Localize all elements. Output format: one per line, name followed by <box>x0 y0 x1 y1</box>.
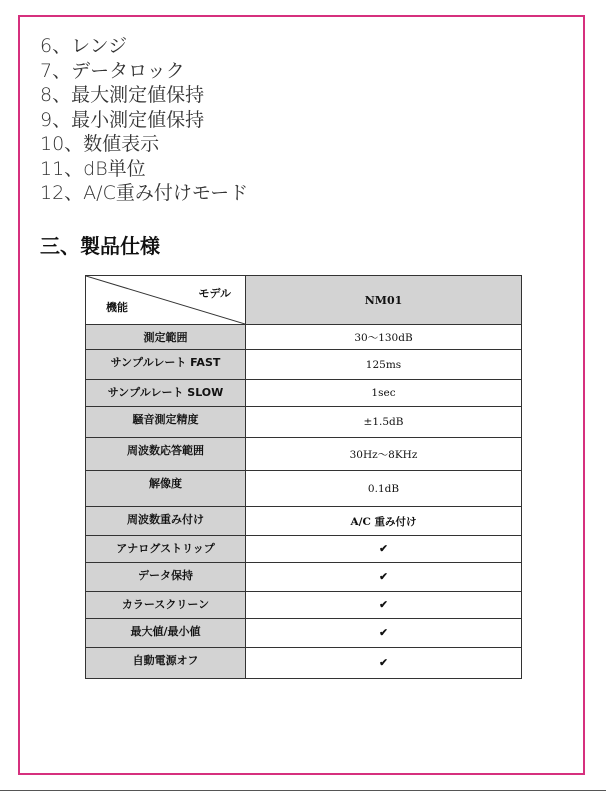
header-model-label: モデル <box>198 287 231 300</box>
table-row <box>86 648 522 679</box>
feature-item: 12、A/C重み付けモード <box>40 182 249 204</box>
table-row <box>86 350 522 380</box>
check-mark-icon: ✔ <box>246 648 522 679</box>
spec-label: カラースクリーン <box>86 592 246 619</box>
feature-item: 8、最大測定値保持 <box>40 84 205 106</box>
header-function-label: 機能 <box>106 301 128 314</box>
check-mark-icon: ✔ <box>246 592 522 619</box>
table-row <box>86 592 522 619</box>
spec-label: 騒音測定精度 <box>86 407 246 438</box>
feature-list <box>40 34 248 206</box>
table-header-row <box>86 276 522 325</box>
feature-item: 9、最小測定値保持 <box>40 108 205 131</box>
spec-label: 解像度 <box>86 471 246 507</box>
spec-value: ±1.5dB <box>246 407 522 438</box>
spec-value: 30～130dB <box>246 325 522 350</box>
table-row <box>86 407 522 438</box>
feature-item: 11、dB単位 <box>40 157 146 180</box>
check-mark-icon: ✔ <box>246 563 522 592</box>
feature-item: 6、レンジ <box>40 35 128 57</box>
model-name-cell: NM01 <box>246 276 522 325</box>
spec-value: 30Hz～8KHz <box>246 438 522 471</box>
spec-value: 125ms <box>246 350 522 380</box>
spec-table <box>85 275 522 679</box>
spec-label: 測定範囲 <box>86 325 246 350</box>
spec-label: 周波数重み付け <box>86 507 246 536</box>
feature-item: 10、数値表示 <box>40 133 160 155</box>
table-row <box>86 507 522 536</box>
spec-label: 周波数応答範囲 <box>86 438 246 471</box>
spec-label: アナログストリップ <box>86 536 246 563</box>
spec-label: データ保持 <box>86 563 246 592</box>
check-mark-icon: ✔ <box>246 619 522 648</box>
check-mark-icon: ✔ <box>246 536 522 563</box>
table-row <box>86 325 522 350</box>
spec-value: 1sec <box>246 380 522 407</box>
table-row <box>86 380 522 407</box>
spec-value: A/C 重み付け <box>246 507 522 536</box>
spec-label: 最大値/最小値 <box>86 619 246 648</box>
spec-label: 自動電源オフ <box>86 648 246 679</box>
spec-label: サンプルレート FAST <box>86 350 246 380</box>
table-row <box>86 563 522 592</box>
table-row <box>86 536 522 563</box>
section-title: 三、製品仕様 <box>40 234 160 258</box>
diagonal-header-cell <box>86 276 246 325</box>
table-row <box>86 471 522 507</box>
feature-item: 7、データロック <box>40 59 185 82</box>
spec-value: 0.1dB <box>246 471 522 507</box>
bottom-rule <box>0 790 606 791</box>
table-row <box>86 438 522 471</box>
table-row <box>86 619 522 648</box>
spec-label: サンプルレート SLOW <box>86 380 246 407</box>
